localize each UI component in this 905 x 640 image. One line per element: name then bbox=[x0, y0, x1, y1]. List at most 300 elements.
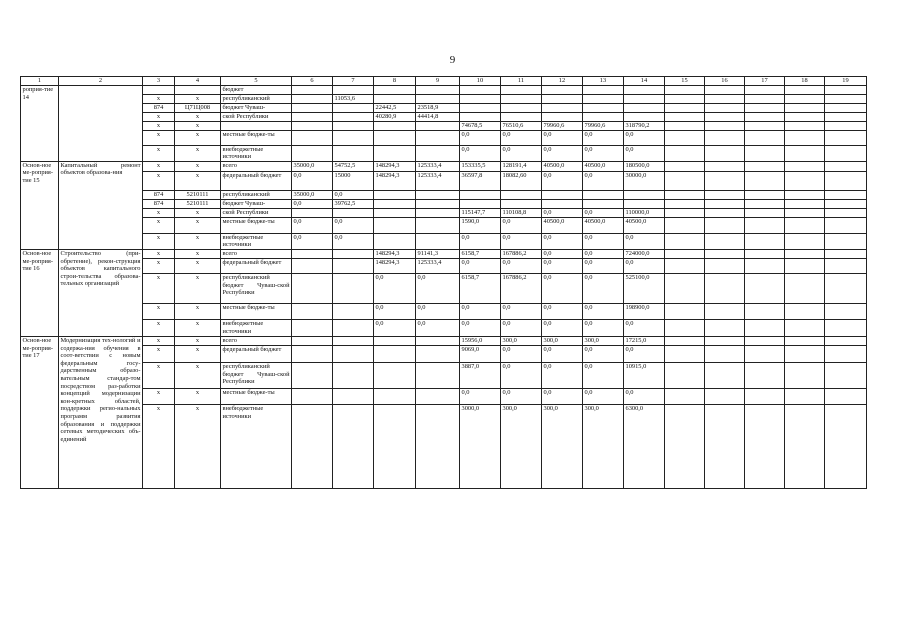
empty-cell bbox=[745, 86, 785, 95]
column-header: 8 bbox=[374, 77, 416, 86]
table-cell bbox=[374, 208, 416, 217]
table-row bbox=[21, 404, 867, 488]
empty-cell bbox=[705, 130, 745, 145]
table-row bbox=[21, 171, 867, 190]
table-cell: 0,0 bbox=[583, 249, 624, 258]
table-cell: 0,0 bbox=[460, 319, 501, 336]
column-header: 10 bbox=[460, 77, 501, 86]
empty-cell bbox=[665, 362, 705, 388]
table-cell: 0,0 bbox=[374, 273, 416, 303]
table-cell: х bbox=[143, 249, 175, 258]
table-cell bbox=[292, 303, 333, 319]
table-cell: 300,0 bbox=[583, 404, 624, 488]
table-cell: 0,0 bbox=[583, 345, 624, 362]
table-cell bbox=[416, 233, 460, 249]
table-cell: х bbox=[143, 94, 175, 103]
table-cell bbox=[292, 208, 333, 217]
table-cell bbox=[624, 86, 665, 95]
table-cell: 148294,3 bbox=[374, 249, 416, 258]
empty-cell bbox=[825, 258, 867, 273]
empty-cell bbox=[785, 199, 825, 208]
measure-label: Основ-ное ме-роприя-тие 15 bbox=[21, 161, 59, 249]
table-cell: 0,0 bbox=[583, 145, 624, 161]
table-cell: х bbox=[175, 362, 221, 388]
table-cell bbox=[416, 190, 460, 199]
empty-cell bbox=[825, 319, 867, 336]
empty-cell bbox=[665, 249, 705, 258]
table-cell: 153335,5 bbox=[460, 161, 501, 171]
empty-cell bbox=[785, 208, 825, 217]
empty-cell bbox=[665, 303, 705, 319]
table-cell bbox=[542, 94, 583, 103]
table-cell bbox=[374, 86, 416, 95]
table-cell bbox=[583, 86, 624, 95]
table-row bbox=[21, 336, 867, 345]
empty-cell bbox=[705, 190, 745, 199]
table-row bbox=[21, 86, 867, 95]
empty-cell bbox=[705, 94, 745, 103]
table-row bbox=[21, 258, 867, 273]
table-cell bbox=[333, 404, 374, 488]
table-cell bbox=[624, 94, 665, 103]
empty-cell bbox=[665, 94, 705, 103]
table-row bbox=[21, 303, 867, 319]
empty-cell bbox=[785, 112, 825, 121]
table-cell: 6158,7 bbox=[460, 273, 501, 303]
column-header: 5 bbox=[221, 77, 292, 86]
table-cell: х bbox=[175, 130, 221, 145]
empty-cell bbox=[705, 258, 745, 273]
table-cell: 17215,0 bbox=[624, 336, 665, 345]
table-cell bbox=[624, 190, 665, 199]
table-row bbox=[21, 345, 867, 362]
empty-cell bbox=[785, 258, 825, 273]
empty-cell bbox=[665, 130, 705, 145]
table-cell: 40500,0 bbox=[583, 217, 624, 233]
table-row bbox=[21, 121, 867, 130]
table-cell: 0,0 bbox=[542, 130, 583, 145]
empty-cell bbox=[665, 145, 705, 161]
table-cell: х bbox=[175, 233, 221, 249]
table-cell: 0,0 bbox=[542, 273, 583, 303]
funding-source-cell: всего bbox=[221, 249, 292, 258]
table-cell: 0,0 bbox=[460, 303, 501, 319]
table-cell: 0,0 bbox=[542, 345, 583, 362]
empty-cell bbox=[785, 345, 825, 362]
table-cell: 40500,0 bbox=[542, 217, 583, 233]
table-cell bbox=[583, 103, 624, 112]
empty-cell bbox=[705, 273, 745, 303]
table-cell: 0,0 bbox=[460, 258, 501, 273]
table-cell bbox=[333, 86, 374, 95]
column-header: 19 bbox=[825, 77, 867, 86]
table-cell bbox=[542, 103, 583, 112]
empty-cell bbox=[705, 171, 745, 190]
table-cell: х bbox=[175, 145, 221, 161]
empty-cell bbox=[785, 130, 825, 145]
table-cell: х bbox=[175, 258, 221, 273]
table-row bbox=[21, 217, 867, 233]
table-cell: х bbox=[175, 94, 221, 103]
header-row bbox=[21, 77, 867, 86]
table-cell: 0,0 bbox=[542, 303, 583, 319]
table-cell: 0,0 bbox=[460, 233, 501, 249]
table-cell bbox=[292, 336, 333, 345]
table-cell bbox=[416, 217, 460, 233]
empty-cell bbox=[665, 171, 705, 190]
table-cell: 35000,0 bbox=[292, 190, 333, 199]
table-cell: х bbox=[143, 303, 175, 319]
table-cell: 40500,0 bbox=[542, 161, 583, 171]
table-cell bbox=[416, 94, 460, 103]
empty-cell bbox=[665, 336, 705, 345]
table-cell: х bbox=[143, 388, 175, 404]
table-cell: 54752,5 bbox=[333, 161, 374, 171]
table-cell bbox=[624, 103, 665, 112]
table-row bbox=[21, 208, 867, 217]
table-row bbox=[21, 199, 867, 208]
empty-cell bbox=[745, 217, 785, 233]
table-cell bbox=[374, 217, 416, 233]
table-cell: 0,0 bbox=[333, 233, 374, 249]
table-cell: 0,0 bbox=[416, 303, 460, 319]
table-cell bbox=[374, 199, 416, 208]
table-cell: х bbox=[175, 208, 221, 217]
empty-cell bbox=[825, 190, 867, 199]
table-cell bbox=[416, 145, 460, 161]
table-cell: х bbox=[143, 217, 175, 233]
table-cell: 18082,60 bbox=[501, 171, 542, 190]
empty-cell bbox=[785, 161, 825, 171]
table-cell bbox=[333, 258, 374, 273]
table-cell: 0,0 bbox=[542, 388, 583, 404]
table-row bbox=[21, 161, 867, 171]
table-cell: х bbox=[175, 345, 221, 362]
empty-cell bbox=[745, 94, 785, 103]
column-header: 7 bbox=[333, 77, 374, 86]
table-cell bbox=[416, 345, 460, 362]
table-cell bbox=[333, 319, 374, 336]
table-cell: 40500,0 bbox=[624, 217, 665, 233]
table-cell bbox=[624, 112, 665, 121]
table-cell: 0,0 bbox=[460, 388, 501, 404]
empty-cell bbox=[745, 345, 785, 362]
empty-cell bbox=[785, 362, 825, 388]
table-cell bbox=[460, 86, 501, 95]
table-cell: 11053,6 bbox=[333, 94, 374, 103]
empty-cell bbox=[745, 121, 785, 130]
table-cell: 0,0 bbox=[542, 171, 583, 190]
funding-source-cell: местные бюдже-ты bbox=[221, 303, 292, 319]
table-cell: 0,0 bbox=[624, 319, 665, 336]
empty-cell bbox=[825, 130, 867, 145]
table-cell: 0,0 bbox=[542, 362, 583, 388]
table-cell: 0,0 bbox=[542, 208, 583, 217]
table-cell bbox=[292, 249, 333, 258]
table-cell bbox=[333, 345, 374, 362]
empty-cell bbox=[665, 208, 705, 217]
empty-cell bbox=[665, 121, 705, 130]
table-cell: 0,0 bbox=[501, 388, 542, 404]
table-cell: х bbox=[175, 121, 221, 130]
funding-source-cell: ской Республики bbox=[221, 112, 292, 121]
empty-cell bbox=[705, 319, 745, 336]
empty-cell bbox=[785, 249, 825, 258]
table-cell: 0,0 bbox=[624, 258, 665, 273]
budget-table bbox=[20, 76, 867, 489]
empty-cell bbox=[745, 208, 785, 217]
table-cell: 0,0 bbox=[292, 233, 333, 249]
empty-cell bbox=[825, 121, 867, 130]
funding-source-cell: республиканский бюджет Чуваш-ской Республики bbox=[221, 362, 292, 388]
table-row bbox=[21, 130, 867, 145]
table-cell: 874 bbox=[143, 199, 175, 208]
column-header: 18 bbox=[785, 77, 825, 86]
table-cell: 0,0 bbox=[292, 199, 333, 208]
table-cell bbox=[624, 199, 665, 208]
empty-cell bbox=[825, 362, 867, 388]
table-cell: 0,0 bbox=[542, 249, 583, 258]
table-cell bbox=[374, 145, 416, 161]
table-cell: х bbox=[143, 112, 175, 121]
funding-source-cell: местные бюдже-ты bbox=[221, 217, 292, 233]
empty-cell bbox=[825, 161, 867, 171]
table-cell: 0,0 bbox=[460, 130, 501, 145]
table-cell bbox=[583, 199, 624, 208]
table-cell: х bbox=[143, 404, 175, 488]
table-cell bbox=[460, 112, 501, 121]
column-header: 12 bbox=[542, 77, 583, 86]
table-cell bbox=[374, 388, 416, 404]
table-cell: 0,0 bbox=[624, 130, 665, 145]
empty-cell bbox=[825, 208, 867, 217]
table-cell bbox=[333, 112, 374, 121]
empty-cell bbox=[665, 258, 705, 273]
table-cell: 0,0 bbox=[583, 362, 624, 388]
empty-cell bbox=[785, 336, 825, 345]
table-cell bbox=[416, 121, 460, 130]
table-cell bbox=[460, 103, 501, 112]
table-cell: 0,0 bbox=[624, 233, 665, 249]
empty-cell bbox=[745, 103, 785, 112]
table-cell bbox=[416, 404, 460, 488]
funding-source-cell: внебюджетные источники bbox=[221, 145, 292, 161]
table-cell bbox=[416, 199, 460, 208]
column-header: 1 bbox=[21, 77, 59, 86]
table-row bbox=[21, 94, 867, 103]
table-cell bbox=[333, 249, 374, 258]
measure-description: Модернизация тех-нологий и содержа-ния обучения в соот-ветствии с новым федеральным госу-дарственным образо-вательным стандар-том посредством раз-работки концепций модернизации кон-кретных областей, поддержки регио-нальных программ развития образования и поддержки сетевых методических объ-единений bbox=[59, 336, 143, 488]
column-header: 4 bbox=[175, 77, 221, 86]
table-cell bbox=[501, 190, 542, 199]
table-cell: 0,0 bbox=[624, 388, 665, 404]
column-header: 15 bbox=[665, 77, 705, 86]
table-cell bbox=[416, 362, 460, 388]
funding-source-cell: внебюджетные источники bbox=[221, 319, 292, 336]
table-cell: 9069,0 bbox=[460, 345, 501, 362]
empty-cell bbox=[825, 345, 867, 362]
table-cell: 15000 bbox=[333, 171, 374, 190]
funding-source-cell: местные бюдже-ты bbox=[221, 130, 292, 145]
funding-source-cell: ской Республики bbox=[221, 208, 292, 217]
table-cell: 15956,0 bbox=[460, 336, 501, 345]
table-row bbox=[21, 103, 867, 112]
table-cell: 874 bbox=[143, 103, 175, 112]
table-cell: 724000,0 bbox=[624, 249, 665, 258]
table-cell: 125333,4 bbox=[416, 171, 460, 190]
measure-description: Капитальный ремонт объектов образова-ния bbox=[59, 161, 143, 249]
table-cell bbox=[292, 86, 333, 95]
table-row bbox=[21, 145, 867, 161]
table-cell bbox=[501, 86, 542, 95]
empty-cell bbox=[665, 112, 705, 121]
table-cell: 6158,7 bbox=[460, 249, 501, 258]
measure-description: Строительство (при-обретение), рекон-струкция объектов капитального строи-тельства образова-тельных организаций bbox=[59, 249, 143, 336]
table-cell bbox=[374, 121, 416, 130]
table-cell bbox=[292, 112, 333, 121]
table-cell: 0,0 bbox=[583, 130, 624, 145]
table-cell bbox=[292, 103, 333, 112]
table-cell bbox=[333, 336, 374, 345]
table-cell: х bbox=[143, 145, 175, 161]
table-cell: 110000,0 bbox=[624, 208, 665, 217]
empty-cell bbox=[745, 273, 785, 303]
empty-cell bbox=[785, 233, 825, 249]
table-cell: х bbox=[175, 303, 221, 319]
empty-cell bbox=[745, 161, 785, 171]
empty-cell bbox=[825, 249, 867, 258]
table-cell: х bbox=[175, 161, 221, 171]
empty-cell bbox=[745, 336, 785, 345]
column-header: 17 bbox=[745, 77, 785, 86]
table-cell bbox=[333, 388, 374, 404]
measure-label: роприя-тие 14 bbox=[21, 86, 59, 162]
table-cell bbox=[175, 86, 221, 95]
empty-cell bbox=[825, 303, 867, 319]
table-cell: 0,0 bbox=[501, 130, 542, 145]
empty-cell bbox=[745, 388, 785, 404]
table-cell: 0,0 bbox=[501, 345, 542, 362]
empty-cell bbox=[825, 404, 867, 488]
empty-cell bbox=[825, 86, 867, 95]
table-cell bbox=[333, 103, 374, 112]
empty-cell bbox=[665, 161, 705, 171]
table-row bbox=[21, 249, 867, 258]
table-cell: 40500,0 bbox=[583, 161, 624, 171]
empty-cell bbox=[785, 86, 825, 95]
table-cell bbox=[460, 94, 501, 103]
empty-cell bbox=[745, 258, 785, 273]
table-cell: 198900,0 bbox=[624, 303, 665, 319]
funding-source-cell: республиканский бюджет Чуваш-ской Республики bbox=[221, 273, 292, 303]
table-cell bbox=[542, 112, 583, 121]
table-cell: 5210111 bbox=[175, 190, 221, 199]
table-cell: 0,0 bbox=[542, 145, 583, 161]
table-cell: 0,0 bbox=[542, 258, 583, 273]
empty-cell bbox=[785, 145, 825, 161]
table-cell: 0,0 bbox=[583, 273, 624, 303]
funding-source-cell: местные бюдже-ты bbox=[221, 388, 292, 404]
empty-cell bbox=[785, 388, 825, 404]
table-cell: 36597,8 bbox=[460, 171, 501, 190]
table-cell: 0,0 bbox=[374, 319, 416, 336]
empty-cell bbox=[825, 199, 867, 208]
table-cell: х bbox=[143, 121, 175, 130]
table-cell bbox=[333, 121, 374, 130]
empty-cell bbox=[745, 404, 785, 488]
table-cell: 167886,2 bbox=[501, 273, 542, 303]
table-cell: 30000,0 bbox=[624, 171, 665, 190]
table-cell: х bbox=[143, 258, 175, 273]
table-cell: 115147,7 bbox=[460, 208, 501, 217]
empty-cell bbox=[745, 319, 785, 336]
table-cell: 23518,9 bbox=[416, 103, 460, 112]
table-cell: 0,0 bbox=[583, 319, 624, 336]
table-cell: 0,0 bbox=[583, 208, 624, 217]
table-cell bbox=[501, 94, 542, 103]
table-cell bbox=[292, 94, 333, 103]
table-cell: 0,0 bbox=[374, 303, 416, 319]
table-cell: 300,0 bbox=[501, 336, 542, 345]
table-cell: х bbox=[143, 161, 175, 171]
table-cell: 74678,5 bbox=[460, 121, 501, 130]
table-cell bbox=[501, 112, 542, 121]
table-cell bbox=[333, 303, 374, 319]
table-cell: 91141,3 bbox=[416, 249, 460, 258]
empty-cell bbox=[705, 249, 745, 258]
table-cell: 0,0 bbox=[292, 217, 333, 233]
table-cell bbox=[460, 190, 501, 199]
table-cell: 0,0 bbox=[583, 258, 624, 273]
empty-cell bbox=[825, 103, 867, 112]
table-cell bbox=[374, 404, 416, 488]
table-cell: 3000,0 bbox=[460, 404, 501, 488]
column-header: 13 bbox=[583, 77, 624, 86]
column-header: 2 bbox=[59, 77, 143, 86]
table-cell: 44414,8 bbox=[416, 112, 460, 121]
table-cell: х bbox=[143, 273, 175, 303]
funding-source-cell: федеральный бюджет bbox=[221, 345, 292, 362]
table-cell bbox=[143, 86, 175, 95]
table-cell: х bbox=[143, 336, 175, 345]
table-cell: 40280,9 bbox=[374, 112, 416, 121]
table-cell: 125333,4 bbox=[416, 161, 460, 171]
column-header: 9 bbox=[416, 77, 460, 86]
table-cell: 0,0 bbox=[292, 171, 333, 190]
empty-cell bbox=[745, 130, 785, 145]
table-cell: х bbox=[175, 112, 221, 121]
table-cell: 10915,0 bbox=[624, 362, 665, 388]
table-cell: 148294,3 bbox=[374, 161, 416, 171]
table-cell bbox=[333, 130, 374, 145]
table-row bbox=[21, 233, 867, 249]
empty-cell bbox=[785, 190, 825, 199]
empty-cell bbox=[705, 217, 745, 233]
empty-cell bbox=[665, 319, 705, 336]
table-cell bbox=[583, 94, 624, 103]
empty-cell bbox=[665, 103, 705, 112]
table-cell bbox=[292, 145, 333, 161]
table-cell: х bbox=[143, 233, 175, 249]
funding-source-cell: бюджет Чуваш- bbox=[221, 103, 292, 112]
empty-cell bbox=[705, 345, 745, 362]
table-cell bbox=[583, 190, 624, 199]
table-cell: 35000,0 bbox=[292, 161, 333, 171]
table-cell: 0,0 bbox=[501, 217, 542, 233]
table-cell: х bbox=[175, 249, 221, 258]
table-cell bbox=[374, 233, 416, 249]
table-cell: 1590,0 bbox=[460, 217, 501, 233]
